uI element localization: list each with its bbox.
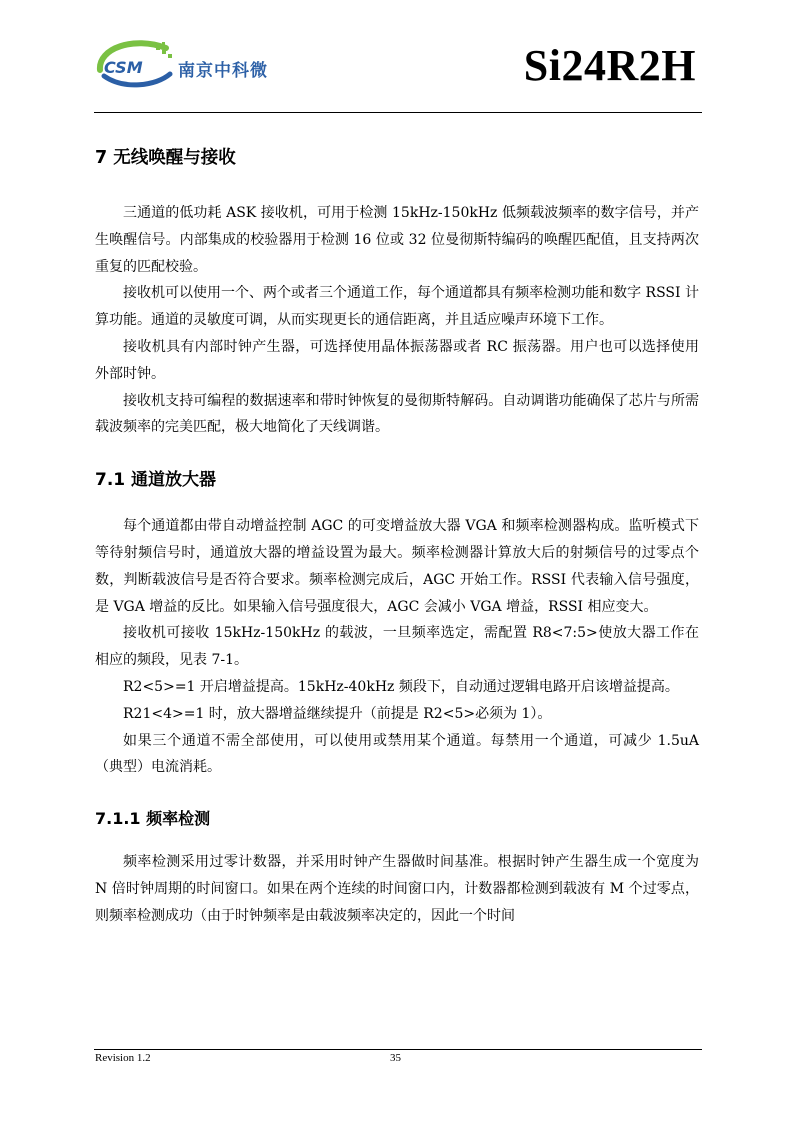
paragraph: 接收机支持可编程的数据速率和带时钟恢复的曼彻斯特解码。自动调谐功能确保了芯片与所需载波频率的完美匹配，极大地简化了天线调谐。 (95, 392, 699, 436)
svg-text:CSM: CSM (104, 58, 143, 77)
page-number: 35 (390, 1052, 401, 1064)
product-name: Si24R2H (523, 41, 696, 90)
paragraph: 如果三个通道不需全部使用，可以使用或禁用某个通道。每禁用一个通道，可减少 1.5uA（典型）电流消耗。 (95, 732, 699, 776)
section-7-1-title: 7.1 通道放大器 (95, 470, 217, 491)
paragraph: 接收机可以使用一个、两个或者三个通道工作，每个通道都具有频率检测功能和数字 RSSI 计算功能。通道的灵敏度可调，从而实现更长的通信距离，并且适应噪声环境下工作。 (95, 285, 699, 329)
page-header (94, 30, 702, 112)
csm-logo-icon (94, 34, 176, 92)
paragraph: 接收机具有内部时钟产生器，可选择使用晶体振荡器或者 RC 振荡器。用户也可以选择使用外部时钟。 (95, 338, 699, 382)
header-divider (94, 112, 702, 113)
footer-divider (94, 1049, 702, 1050)
paragraph: 每个通道都由带自动增益控制 AGC 的可变增益放大器 VGA 和频率检测器构成。监听模式下等待射频信号时，通道放大器的增益设置为最大。频率检测器计算放大后的射频信号的过零点个数，判断载波信号是否符合要求。频率检测完成后，AGC 开始工作。RSSI 代表输入信号强度，是 VGA 增益的反比。如果输入信号强度很大，AGC 会减小 VGA 增益，RSSI 相应变大。 (95, 518, 699, 615)
footer-revision: Revision 1.2 (95, 1052, 151, 1064)
paragraph: R2<5>=1 开启增益提高。15kHz-40kHz 频段下，自动通过逻辑电路开启该增益提高。 (123, 678, 679, 695)
paragraph: 三通道的低功耗 ASK 接收机，可用于检测 15kHz-150kHz 低频载波频率的数字信号，并产生唤醒信号。内部集成的校验器用于检测 16 位或 32 位曼彻斯特编码的唤醒匹配值，且支持两次重复的匹配校验。 (95, 205, 699, 275)
company-name: 南京中科微 (178, 61, 268, 81)
section-7-title: 7 无线唤醒与接收 (95, 148, 236, 168)
company-logo (94, 34, 304, 92)
paragraph: 频率检测采用过零计数器，并采用时钟产生器做时间基准。根据时钟产生器生成一个宽度为 N 倍时钟周期的时间窗口。如果在两个连续的时间窗口内，计数器都检测到载波有 M 个过零点，则频率检测成功（由于时钟频率是由载波频率决定的，因此一个时间 (95, 854, 699, 924)
paragraph: R21<4>=1 时，放大器增益继续提升（前提是 R2<5>必须为 1）。 (123, 705, 552, 722)
document-body (95, 138, 699, 930)
section-7-1-1-title: 7.1.1 频率检测 (95, 809, 211, 829)
paragraph: 接收机可接收 15kHz-150kHz 的载波，一旦频率选定，需配置 R8<7:5>使放大器工作在相应的频段，见表 7-1。 (95, 625, 699, 669)
